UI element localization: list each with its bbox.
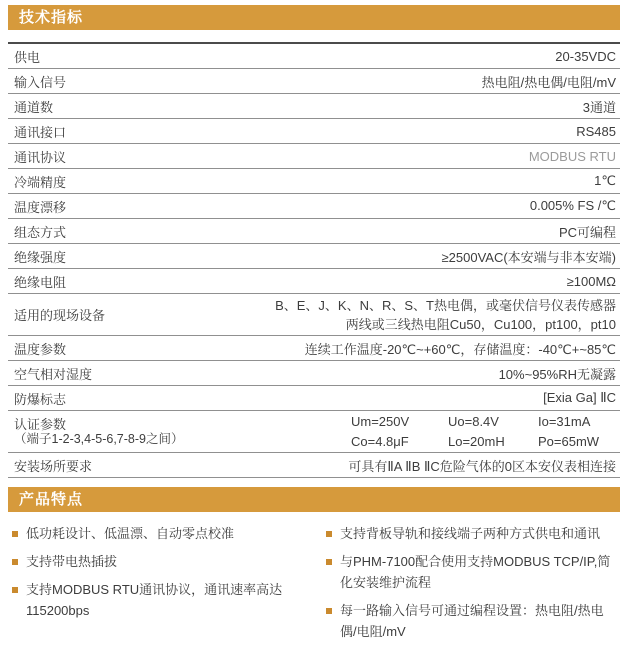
spec-row-config-mode: [8, 219, 620, 244]
spec-row-channels: [8, 94, 620, 119]
spec-value-line2: 两线或三线热电阻Cu50，Cu100，pt100，pt10: [345, 316, 616, 332]
section-header-features: [8, 487, 620, 512]
spec-row-temp-params: [8, 336, 620, 361]
cert-co: Co=4.8μF: [351, 434, 409, 449]
spec-label: 绝缘强度: [14, 249, 67, 265]
cert-um: Um=250V: [351, 414, 410, 429]
spec-row-insulation-strength: [8, 244, 620, 269]
spec-row-cold-junction: [8, 169, 620, 194]
feature-text: 支持背板导轨和接线端子两种方式供电和通讯: [340, 526, 601, 541]
spec-label: 防爆标志: [14, 391, 67, 407]
spec-label: 通讯协议: [14, 149, 67, 165]
section-header-specs: [8, 5, 620, 30]
spec-value: 连续工作温度-20℃~+60℃，存储温度：-40℃+~85℃: [304, 341, 616, 357]
spec-value-line1: B、E、J、K、N、R、S、T热电偶，或毫伏信号仪表传感器: [275, 297, 616, 313]
cert-uo: Uo=8.4V: [448, 414, 499, 429]
cert-po: Po=65mW: [538, 434, 600, 449]
bullet-icon: [326, 531, 332, 537]
spec-row-explosion-mark: [8, 386, 620, 411]
bullet-icon: [326, 608, 332, 614]
spec-value: 热电阻/热电偶/电阻/mV: [481, 74, 616, 90]
spec-value: ≥100MΩ: [566, 273, 616, 289]
feature-item: [12, 579, 302, 621]
feature-list: [8, 523, 620, 649]
spec-label: 组态方式: [14, 224, 67, 240]
spec-row-comm-protocol: [8, 144, 620, 169]
spec-value: [Exia Ga] ⅡC: [543, 390, 616, 405]
spec-row-input-signal: [8, 69, 620, 94]
spec-label-sub: （端子1-2-3,4-5-6,7-8-9之间）: [14, 431, 184, 446]
spec-label: 温度参数: [14, 341, 67, 357]
bullet-icon: [326, 559, 332, 565]
spec-value: 3通道: [582, 99, 616, 115]
bullet-icon: [12, 587, 18, 593]
feature-text: 支持MODBUS RTU通讯协议，通讯速率高达115200bps: [26, 582, 283, 618]
feature-text: 低功耗设计、低温漂、自动零点校准: [26, 526, 235, 541]
spec-label: 安装场所要求: [14, 458, 93, 474]
cert-io: Io=31mA: [538, 414, 591, 429]
spec-row-power: [8, 44, 620, 69]
feature-column-right: [326, 523, 616, 649]
spec-row-temp-drift: [8, 194, 620, 219]
feature-item: [12, 523, 302, 544]
feature-column-left: [12, 523, 302, 649]
spec-row-field-devices: [8, 294, 620, 336]
spec-label: 供电: [14, 49, 41, 65]
spec-value: 0.005% FS /℃: [529, 198, 616, 213]
spec-row-insulation-resistance: [8, 269, 620, 294]
feature-text: 支持带电热插拔: [26, 554, 118, 569]
spec-row-humidity: [8, 361, 620, 386]
spec-value: 20-35VDC: [555, 48, 616, 64]
spec-value: MODBUS RTU: [528, 148, 616, 164]
spec-label: 绝缘电阻: [14, 274, 67, 290]
feature-item: [326, 600, 616, 642]
cert-param-grid: [351, 412, 616, 451]
spec-value: RS485: [576, 123, 616, 139]
cert-lo: Lo=20mH: [448, 434, 505, 449]
spec-value: 可具有ⅡA ⅡB ⅡC危险气体的0区本安仪表相连接: [348, 458, 616, 474]
spec-value: PC可编程: [558, 224, 616, 240]
spec-label: 通讯接口: [14, 124, 67, 140]
spec-label: 空气相对湿度: [14, 366, 93, 382]
spec-row-installation: [8, 453, 620, 478]
spec-table: [8, 42, 620, 478]
spec-label: 认证参数: [14, 416, 67, 432]
spec-value: 1℃: [594, 173, 616, 188]
spec-value: 10%~95%RH无凝露: [498, 366, 616, 382]
spec-label: 通道数: [14, 99, 54, 115]
spec-value: ≥2500VAC(本安端与非本安端): [441, 249, 616, 265]
feature-text: 与PHM-7100配合使用支持MODBUS TCP/IP,简化安装维护流程: [340, 554, 611, 590]
spec-row-comm-interface: [8, 119, 620, 144]
bullet-icon: [12, 531, 18, 537]
section-title: 产品特点: [19, 491, 84, 508]
spec-label: 冷端精度: [14, 174, 67, 190]
feature-text: 每一路输入信号可通过编程设置：热电阻/热电偶/电阻/mV: [340, 603, 604, 639]
feature-item: [326, 523, 616, 544]
feature-item: [12, 551, 302, 572]
section-title: 技术指标: [19, 9, 84, 26]
spec-row-certification: [8, 411, 620, 453]
spec-label: 输入信号: [14, 74, 67, 90]
bullet-icon: [12, 559, 18, 565]
spec-label: 适用的现场设备: [14, 308, 106, 323]
feature-item: [326, 551, 616, 593]
spec-label: 温度漂移: [14, 199, 67, 215]
